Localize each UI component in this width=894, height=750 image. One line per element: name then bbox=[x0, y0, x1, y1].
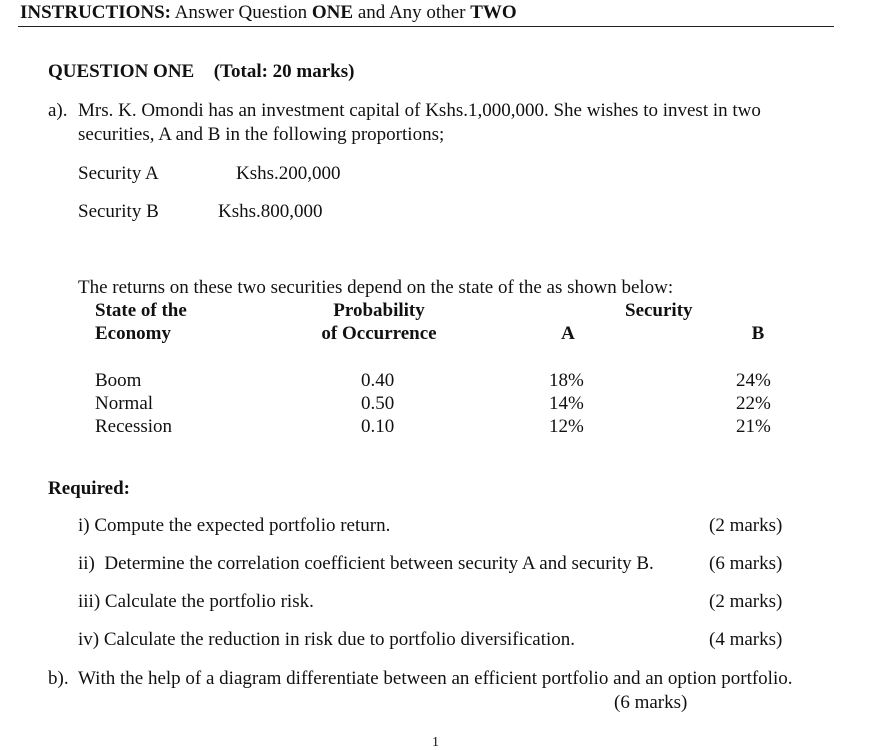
required-item-marks: (2 marks) bbox=[709, 591, 783, 612]
instructions-two: TWO bbox=[470, 2, 517, 23]
instructions-label: INSTRUCTIONS: bbox=[20, 2, 171, 23]
part-b-marks: (6 marks) bbox=[614, 692, 688, 713]
table-row-probability: 0.10 bbox=[361, 416, 395, 437]
table-header-state-2: Economy bbox=[95, 323, 171, 344]
page-number: 1 bbox=[432, 735, 439, 750]
table-header-state-1: State of the bbox=[95, 300, 187, 321]
allocation-security-a: Security A bbox=[78, 163, 159, 184]
table-header-security: Security bbox=[625, 300, 693, 321]
required-item-marks: (6 marks) bbox=[709, 553, 783, 574]
table-row-a: 12% bbox=[549, 416, 584, 437]
part-b-text: With the help of a diagram differentiate between an efficient portfolio and an option portfolio. bbox=[78, 668, 793, 689]
table-row-a: 14% bbox=[549, 393, 584, 414]
table-header-col-a: A bbox=[561, 323, 575, 344]
required-item-text: iii) Calculate the portfolio risk. bbox=[78, 591, 314, 612]
allocation-amount-b: Kshs.800,000 bbox=[218, 201, 323, 222]
table-row-a: 18% bbox=[549, 370, 584, 391]
instructions-one: ONE bbox=[311, 2, 354, 23]
allocation-amount-a: Kshs.200,000 bbox=[236, 163, 341, 184]
table-header-prob-1: Probability bbox=[333, 300, 425, 321]
part-a-label: a). bbox=[48, 100, 68, 121]
part-a-line-2: securities, A and B in the following proportions; bbox=[78, 124, 445, 145]
part-b-label: b). bbox=[48, 668, 69, 689]
table-row-probability: 0.40 bbox=[361, 370, 395, 391]
table-row-state: Recession bbox=[95, 416, 173, 437]
table-row-state: Normal bbox=[95, 393, 154, 414]
returns-intro: The returns on these two securities depend on the state of the as shown below: bbox=[78, 277, 674, 298]
table-row-b: 22% bbox=[736, 393, 771, 414]
allocation-security-b: Security B bbox=[78, 201, 159, 222]
required-title: Required: bbox=[48, 478, 130, 499]
table-row-state: Boom bbox=[95, 370, 142, 391]
instructions-line bbox=[20, 3, 517, 22]
part-a-line-1: Mrs. K. Omondi has an investment capital of Kshs.1,000,000. She wishes to invest in two bbox=[78, 100, 761, 121]
instructions-text-1: Answer Question bbox=[170, 2, 312, 23]
question-one-heading bbox=[48, 62, 354, 81]
table-header-col-b: B bbox=[751, 323, 765, 344]
required-item-text: i) Compute the expected portfolio return. bbox=[78, 515, 391, 536]
instructions-text-2: and Any other bbox=[353, 2, 471, 23]
question-one-total: (Total: 20 marks) bbox=[213, 61, 355, 82]
required-item-text: iv) Calculate the reduction in risk due to portfolio diversification. bbox=[78, 629, 576, 650]
question-one-title: QUESTION ONE bbox=[48, 61, 195, 82]
required-item-marks: (4 marks) bbox=[709, 629, 783, 650]
table-row-probability: 0.50 bbox=[361, 393, 395, 414]
required-item-text: ii) Determine the correlation coefficient between security A and security B. bbox=[78, 553, 654, 574]
table-row-b: 24% bbox=[736, 370, 771, 391]
table-row-b: 21% bbox=[736, 416, 771, 437]
required-item-marks: (2 marks) bbox=[709, 515, 783, 536]
header-rule bbox=[18, 26, 834, 27]
table-header-prob-2: of Occurrence bbox=[321, 323, 437, 344]
